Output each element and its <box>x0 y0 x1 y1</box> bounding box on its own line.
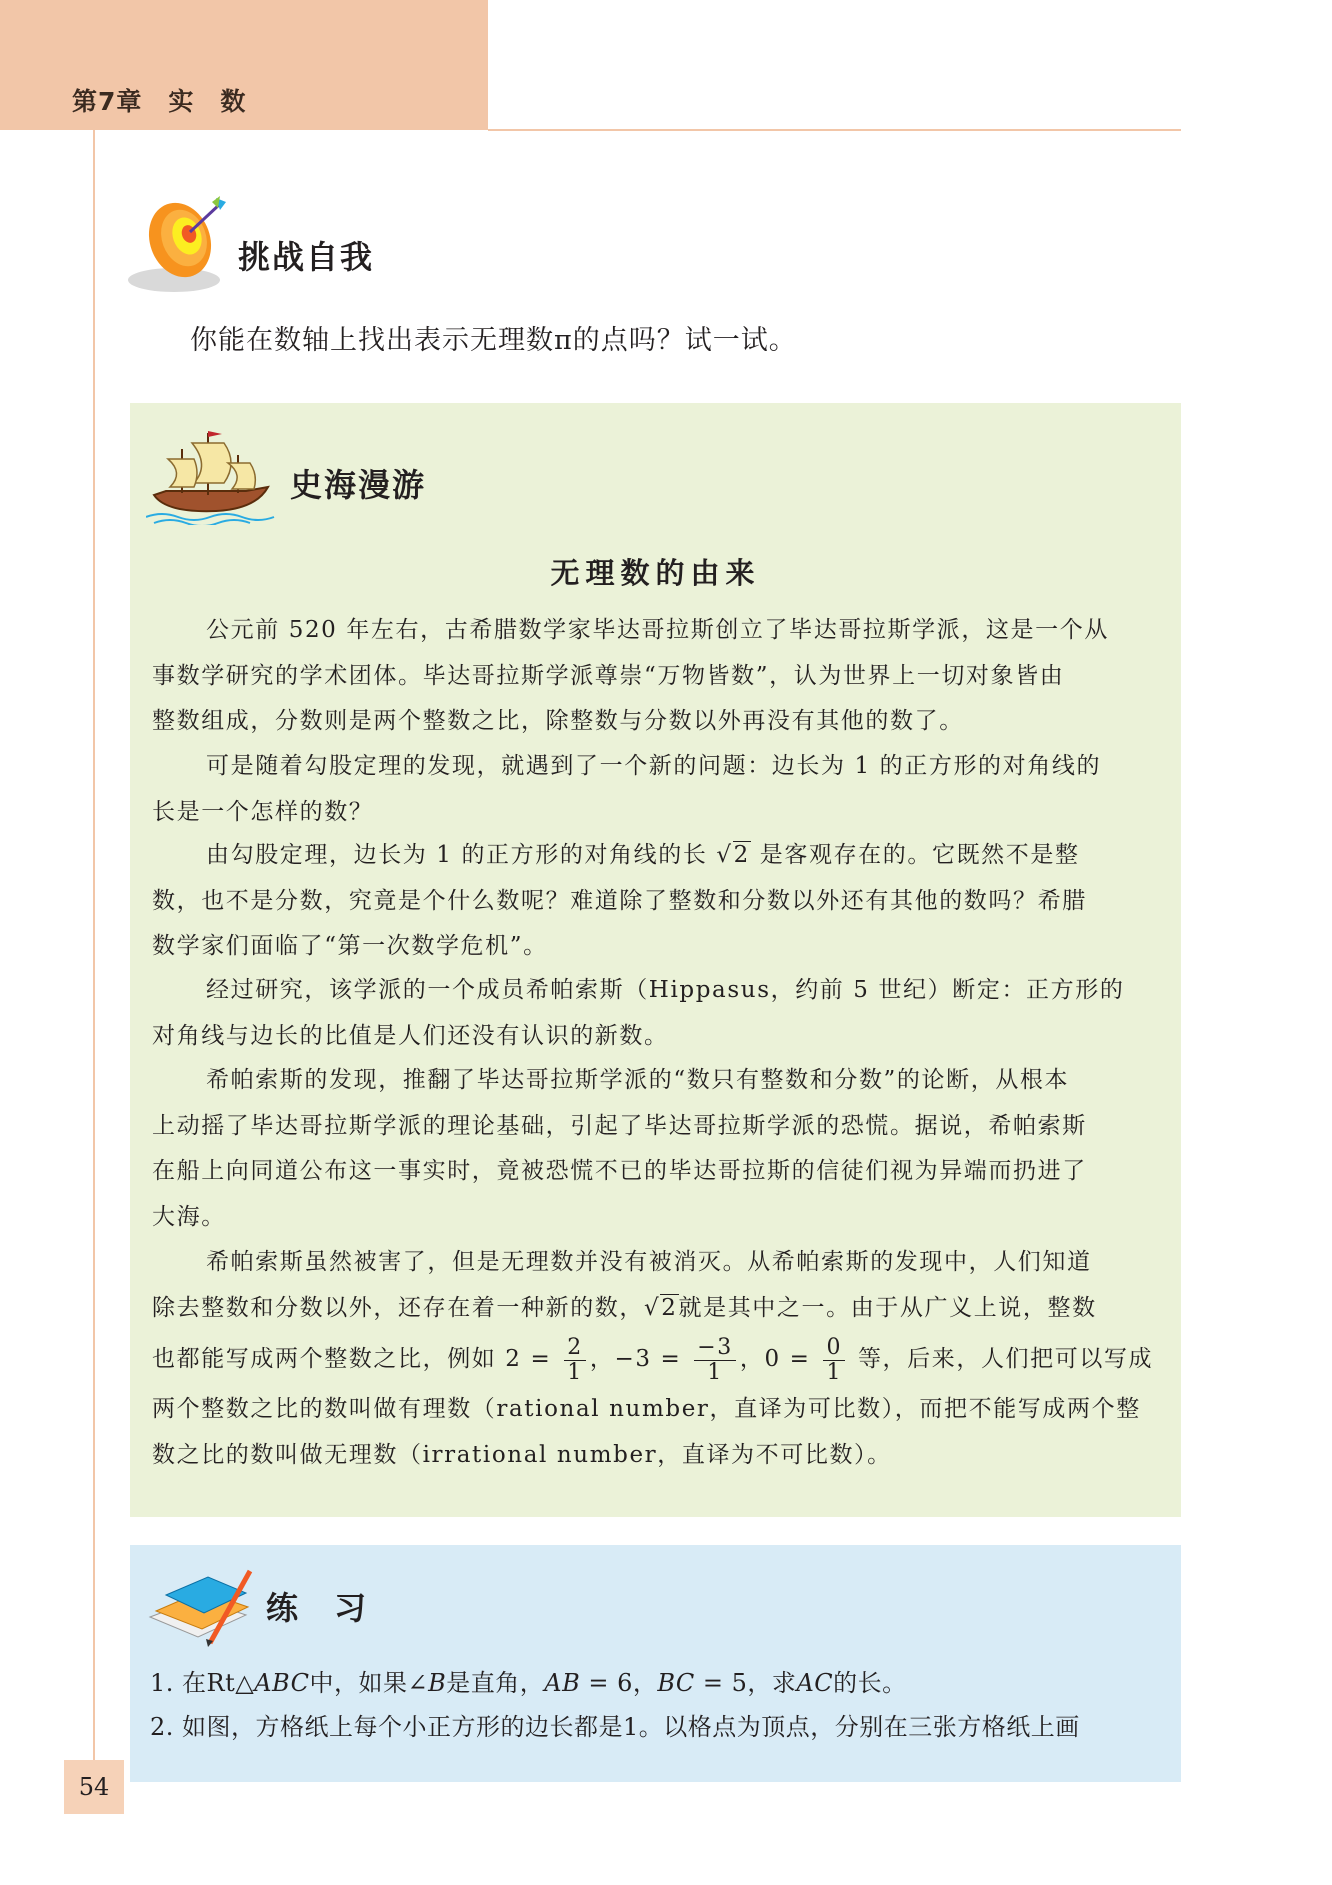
text-segment: 中，如果∠ <box>309 1669 429 1697</box>
fraction-numerator: 2 <box>564 1336 586 1361</box>
fraction-2-over-1 <box>564 1336 586 1385</box>
paragraph-line: 希帕索斯虽然被害了，但是无理数并没有被消灭。从希帕索斯的发现中，人们知道 <box>206 1249 1092 1275</box>
exercise-item-1 <box>150 1663 907 1698</box>
paragraph-line: 可是随着勾股定理的发现，就遇到了一个新的问题：边长为 1 的正方形的对角线的 <box>206 753 1102 779</box>
sqrt-2-symbol: √2 <box>716 842 750 868</box>
paragraph-line <box>152 833 1162 879</box>
text-segment: 就是其中之一。由于从广义上说，整数 <box>678 1294 1097 1321</box>
text-segment: 除去整数和分数以外，还存在着一种新的数， <box>152 1294 644 1321</box>
sqrt-radicand: 2 <box>733 842 750 868</box>
books-pencil-icon <box>146 1565 256 1651</box>
paragraph-line: 数之比的数叫做无理数（irrational number，直译为不可比数）。 <box>152 1441 892 1468</box>
text-segment: 也都能写成两个整数之比，例如 2 = <box>152 1346 561 1372</box>
paragraph-line: 希帕索斯的发现，推翻了毕达哥拉斯学派的“数只有整数和分数”的论断，从根本 <box>206 1067 1070 1093</box>
math-variable: ABC <box>254 1669 310 1697</box>
text-segment: ，−3 = <box>589 1346 691 1372</box>
challenge-text: 你能在数轴上找出表示无理数π的点吗？试一试。 <box>190 325 797 356</box>
text-segment: = 5，求 <box>694 1669 797 1697</box>
challenge-title: 挑战自我 <box>238 238 375 276</box>
page-number: 54 <box>64 1760 124 1814</box>
sqrt-radicand: 2 <box>661 1294 678 1321</box>
history-title: 史海漫游 <box>290 466 427 504</box>
fraction-numerator: −3 <box>694 1336 736 1361</box>
fraction-numerator: 0 <box>823 1336 845 1361</box>
paragraph-line <box>152 1331 1162 1387</box>
paragraph-line: 对角线与边长的比值是人们还没有认识的新数。 <box>152 1022 669 1049</box>
exercise-title: 练 习 <box>266 1589 369 1627</box>
text-segment: 的长。 <box>833 1669 907 1697</box>
text-segment: 是客观存在的。它既然不是整 <box>750 842 1080 868</box>
text-segment: ，0 = <box>739 1346 820 1372</box>
math-variable: AB <box>544 1669 581 1697</box>
fraction-denominator: 1 <box>567 1359 583 1385</box>
paragraph-line: 在船上向同道公布这一事实时，竟被恐慌不已的毕达哥拉斯的信徒们视为异端而扔进了 <box>152 1158 1087 1184</box>
paragraph-line <box>152 1286 1162 1332</box>
math-variable: BC <box>657 1669 695 1697</box>
fraction-denominator: 1 <box>826 1359 843 1385</box>
target-icon <box>128 196 228 296</box>
fraction-0-over-1 <box>823 1336 845 1385</box>
paragraph-2 <box>152 744 1162 835</box>
paragraph-line: 数学家们面临了“第一次数学危机”。 <box>152 933 548 959</box>
paragraph-line: 公元前 520 年左右，古希腊数学家毕达哥拉斯创立了毕达哥拉斯学派，这是一个从 <box>206 617 1109 643</box>
text-segment: 1. 在Rt△ <box>150 1669 255 1697</box>
text-segment: 等，后来，人们把可以写成 <box>849 1346 1154 1372</box>
paragraph-line: 经过研究，该学派的一个成员希帕索斯（Hippasus，约前 5 世纪）断定：正方形的 <box>206 977 1125 1003</box>
history-panel <box>130 403 1181 1517</box>
paragraph-6 <box>152 1240 1162 1478</box>
math-variable: AC <box>796 1669 834 1697</box>
paragraph-1 <box>152 608 1162 745</box>
fraction-neg3-over-1 <box>694 1336 736 1385</box>
margin-line <box>93 130 95 1760</box>
text-segment: = 6， <box>580 1669 658 1697</box>
chapter-title: 第7章 实 数 <box>72 87 247 116</box>
sqrt-2-symbol: √2 <box>644 1294 678 1321</box>
paragraph-line: 数，也不是分数，究竟是个什么数呢？难道除了整数和分数以外还有其他的数吗？希腊 <box>152 887 1087 914</box>
paragraph-line: 大海。 <box>152 1203 226 1230</box>
header-divider <box>488 129 1181 131</box>
math-variable: B <box>428 1669 447 1697</box>
article-title: 无理数的由来 <box>550 556 761 590</box>
paragraph-4 <box>152 968 1162 1059</box>
paragraph-5 <box>152 1058 1162 1240</box>
paragraph-line: 事数学研究的学术团体。毕达哥拉斯学派尊崇“万物皆数”，认为世界上一切对象皆由 <box>152 662 1065 689</box>
exercise-panel <box>130 1545 1181 1782</box>
paragraph-line: 两个整数之比的数叫做有理数（rational number，直译为可比数），而把不能写成两个整 <box>152 1396 1141 1422</box>
paragraph-3 <box>152 833 1162 970</box>
text-segment: 是直角， <box>446 1669 545 1697</box>
exercise-item-2: 2. 如图，方格纸上每个小正方形的边长都是1。以格点为顶点，分别在三张方格纸上画 <box>150 1713 1080 1741</box>
fraction-denominator: 1 <box>707 1359 723 1385</box>
paragraph-line: 整数组成，分数则是两个整数之比，除整数与分数以外再没有其他的数了。 <box>152 708 964 734</box>
ship-icon <box>146 425 276 525</box>
paragraph-line: 上动摇了毕达哥拉斯学派的理论基础，引起了毕达哥拉斯学派的恐慌。据说，希帕索斯 <box>152 1112 1087 1139</box>
text-segment: 由勾股定理，边长为 1 的正方形的对角线的长 <box>206 842 717 868</box>
paragraph-line: 长是一个怎样的数？ <box>152 798 374 825</box>
